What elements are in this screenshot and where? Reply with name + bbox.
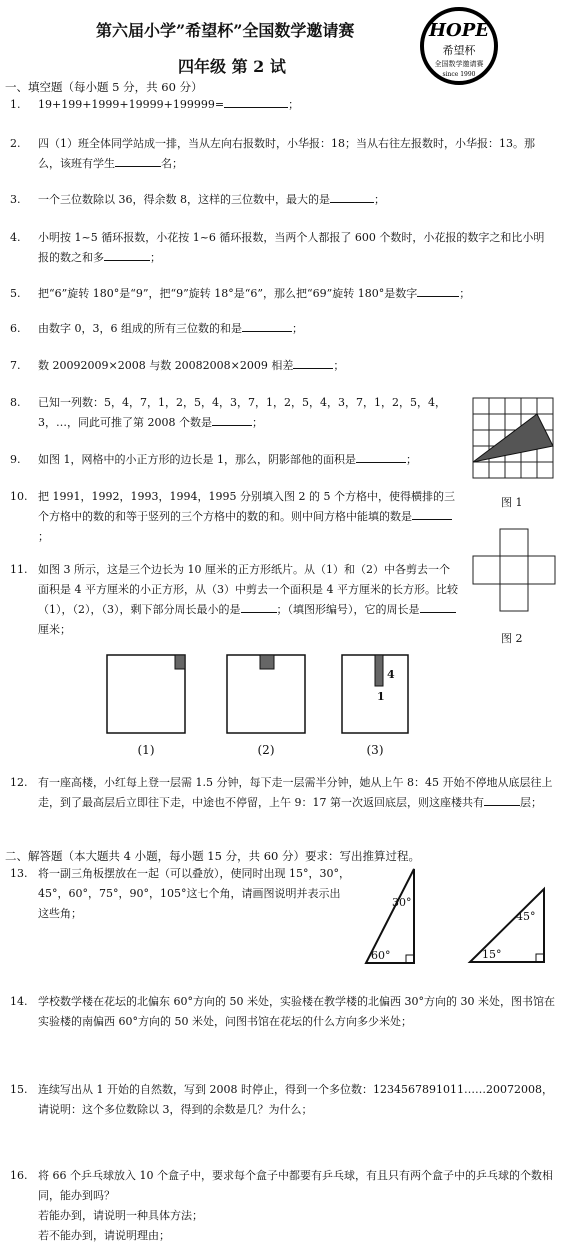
- question-15: 15. 连续写出从 1 开始的自然数，写到 2008 时停止，得到一个多位数：1234567891011……20072008，请说明：这个多位数除以 3，得到的余数是几？为什么；: [10, 1083, 553, 1116]
- answer-blank[interactable]: [330, 190, 374, 203]
- question-2: 2. 四（1）班全体同学站成一排，当从左向右报数时，小华报：18；当从右往左报数时，小华报：13。那么，该班有学生 名；: [10, 137, 535, 170]
- fig3-mark-width: 1: [377, 690, 385, 703]
- answer-blank[interactable]: [242, 319, 292, 332]
- logo-main-text: HOPE: [429, 20, 489, 41]
- question-13: 13. 将一副三角板摆放在一起（可以叠放），使同时出现 15°，30°，45°，60°，75°，90°，105°这七个角，请画图说明并表示出这些角；: [10, 867, 350, 920]
- exam-subtitle: 四年级 第 2 试: [178, 57, 286, 76]
- figure-2-cross: [472, 528, 556, 616]
- angle-30-label: 30°: [392, 896, 412, 909]
- logo-cn-text: 希望杯: [442, 44, 476, 57]
- question-10: 10. 把 1991，1992，1993，1994，1995 分别填入图 2 的 5 个方格中，使得横排的三个方格中的数的和等于竖列的三个方格中的数的和。则中间方格中能填的数是；: [10, 490, 455, 543]
- answer-blank[interactable]: [356, 450, 406, 463]
- angle-15-label: 15°: [482, 948, 502, 961]
- fig3-label-3: (3): [366, 743, 384, 757]
- answer-blank[interactable]: [241, 600, 277, 613]
- answer-blank[interactable]: [412, 507, 452, 520]
- question-9: 9. 如图 1，网格中的小正方形的边长是 1，那么，阴影部他的面积是 ；: [10, 450, 460, 470]
- answer-blank[interactable]: [420, 600, 456, 613]
- logo-line2: 全国数学邀请赛: [434, 60, 484, 68]
- triangle-ruler-30-60: [356, 866, 426, 972]
- answer-blank[interactable]: [104, 248, 150, 261]
- question-7: 7. 数 20092009×2008 与数 20082008×2009 相差 ；: [10, 356, 550, 376]
- question-16: 16. 将 66 个乒乓球放入 10 个盒子中，要求每个盒子中都要有乒乓球，有且只有两个盒子中的乒乓球的个数相同，能办到吗？ 若能办到，请说明一种具体方法； 若不能办到，请说明理由；: [10, 1169, 553, 1242]
- angle-45-label: 45°: [516, 910, 536, 923]
- question-3: 3. 一个三位数除以 36，得余数 8，这样的三位数中，最大的是 ；: [10, 190, 550, 210]
- fig3-label-1: (1): [137, 743, 155, 757]
- fig3-label-2: (2): [257, 743, 275, 757]
- answer-blank[interactable]: [293, 356, 333, 369]
- figure-3-squares: [100, 652, 410, 766]
- answer-blank[interactable]: [224, 95, 288, 108]
- exam-title: 第六届小学”希望杯”全国数学邀请赛: [96, 21, 355, 40]
- figure-1-caption: 图 1: [501, 496, 523, 509]
- answer-blank[interactable]: [417, 284, 459, 297]
- question-11: 11. 如图 3 所示，这是三个边长为 10 厘米的正方形纸片。从（1）和（2）中各剪去一个面积是 4 平方厘米的小正方形，从（3）中剪去一个面积是 4 平方厘米的长方形。比较（1），（2），（3），剩下部分周长最小的是 ；（填图形编号），它的周长是厘米；: [10, 563, 458, 636]
- question-14: 14. 学校数学楼在花坛的北偏东 60°方向的 50 米处，实验楼在教学楼的北偏西 30°方向的 30 米处，图书馆在实验楼的南偏西 60°方向的 50 米处，问图书馆在花坛的什么方向多少米处；: [10, 995, 555, 1028]
- question-12: 12. 有一座高楼，小红每上登一层需 1.5 分钟，每下走一层需半分钟，她从上午 8：45 开始不停地从底层往上走，到了最高层后立即往下走，中途也不停留，上午 9：17 第一次返回底层，则这座楼共有 层；: [10, 776, 553, 809]
- answer-blank[interactable]: [484, 793, 520, 806]
- figure-2-caption: 图 2: [501, 632, 523, 645]
- answer-blank[interactable]: [212, 413, 252, 426]
- answer-blank[interactable]: [115, 154, 161, 167]
- question-1: 1. 19+199+1999+19999+199999= ；: [10, 95, 550, 115]
- question-number: 1.: [10, 98, 21, 111]
- fig3-mark-length: 4: [387, 668, 395, 681]
- question-4: 4. 小明按 1~5 循环报数，小花按 1~6 循环报数，当两个人都报了 600 个数时，小花报的数字之和比小明报的数之和多 ；: [10, 231, 545, 264]
- angle-60-label: 60°: [371, 949, 391, 962]
- section1-heading: 一、填空题（每小题 5 分，共 60 分）: [5, 80, 203, 94]
- question-5: 5. 把“6”旋转 180°是“9”，把“9”旋转 18°是“6”，那么把“69”旋转 180°是数字 ；: [10, 284, 550, 304]
- section2-heading: 二、解答题（本大题共 4 小题，每小题 15 分，共 60 分）要求：写出推算过程。: [5, 849, 421, 863]
- logo-since: since 1990: [442, 71, 476, 78]
- hope-cup-logo: [419, 6, 499, 86]
- question-6: 6. 由数字 0，3，6 组成的所有三位数的和是 ；: [10, 319, 550, 339]
- question-8: 8. 已知一列数：5，4，7，1，2，5，4，3，7，1，2，5，4，3，7，1，2，5，4，3，…，同此可推了第 2008 个数是 ；: [10, 396, 446, 429]
- triangle-ruler-45: [460, 886, 552, 970]
- figure-1-grid: [472, 397, 554, 483]
